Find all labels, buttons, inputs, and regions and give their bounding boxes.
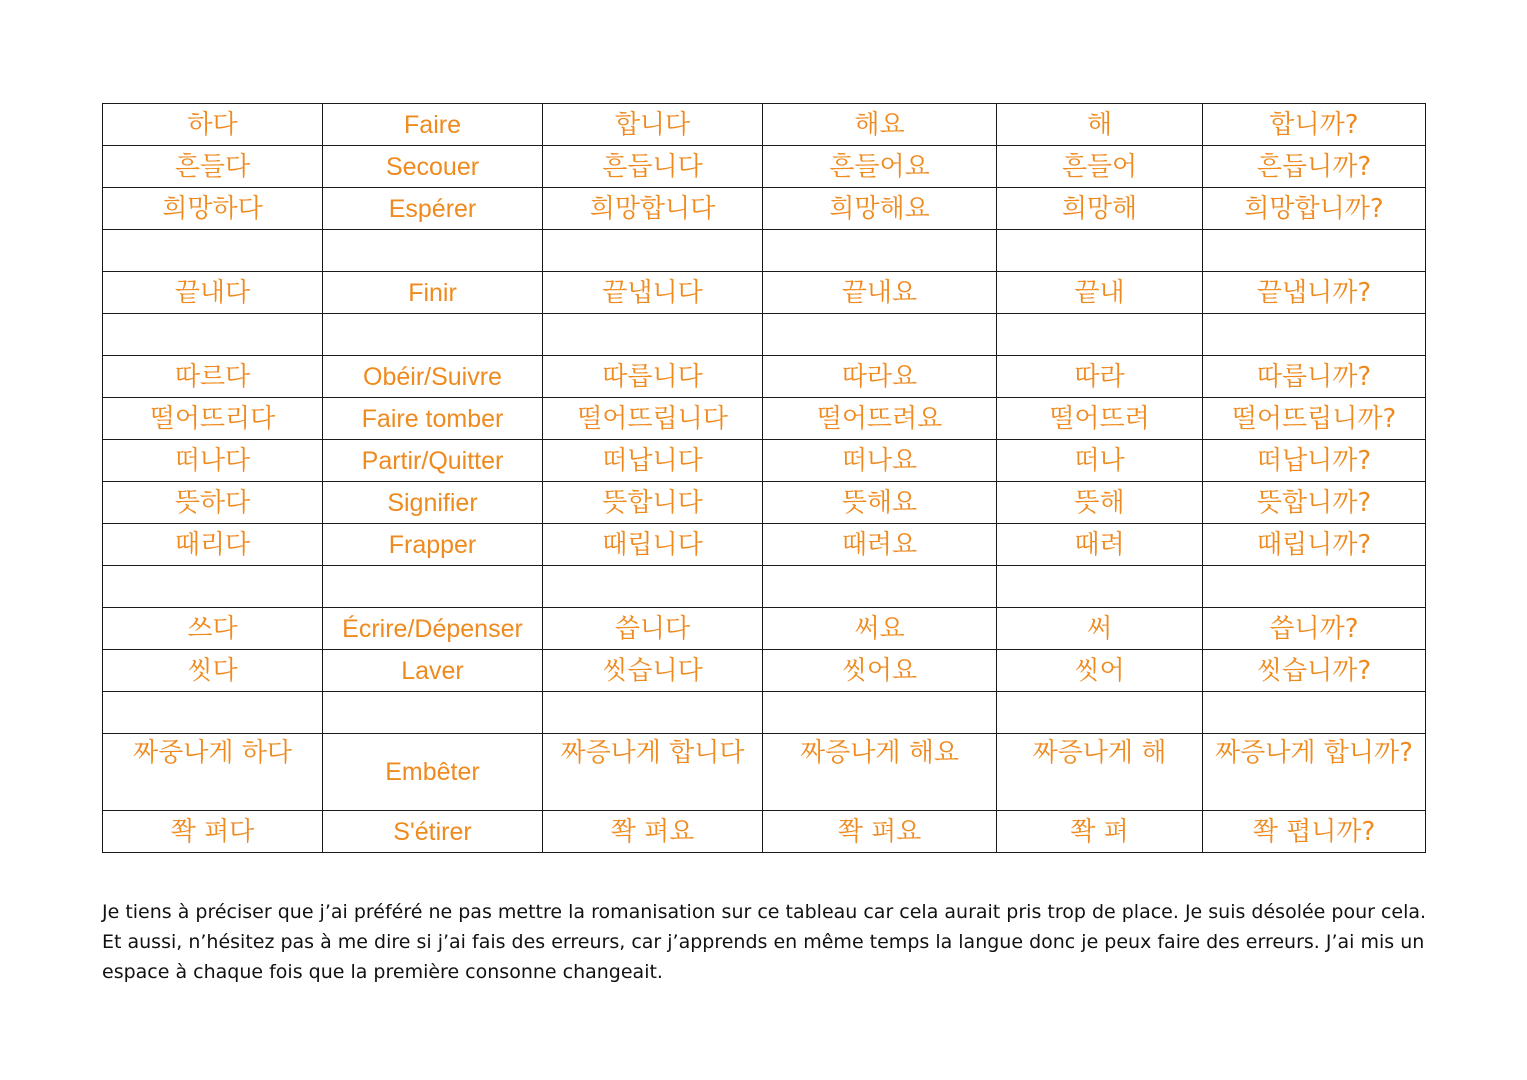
cell-formal-question: 떠납니까? xyxy=(1203,440,1426,482)
cell-french-meaning: Faire xyxy=(323,104,543,146)
cell-informal-casual xyxy=(997,692,1203,734)
cell-informal-polite: 해요 xyxy=(763,104,997,146)
cell-french-meaning xyxy=(323,230,543,272)
cell-infinitive: 때리다 xyxy=(103,524,323,566)
cell-formal-polite xyxy=(543,314,763,356)
cell-informal-casual: 해 xyxy=(997,104,1203,146)
cell-infinitive: 희망하다 xyxy=(103,188,323,230)
cell-informal-casual xyxy=(997,314,1203,356)
cell-formal-question xyxy=(1203,314,1426,356)
cell-formal-polite: 짜증나게 합니다 xyxy=(543,734,763,811)
cell-formal-polite: 희망합니다 xyxy=(543,188,763,230)
cell-informal-polite: 씻어요 xyxy=(763,650,997,692)
cell-formal-polite: 쫙 펴요 xyxy=(543,811,763,853)
cell-informal-casual: 희망해 xyxy=(997,188,1203,230)
cell-formal-question: 짜증나게 합니까? xyxy=(1203,734,1426,811)
table-row xyxy=(103,398,1426,440)
cell-informal-casual: 흔들어 xyxy=(997,146,1203,188)
table-row xyxy=(103,272,1426,314)
cell-french-meaning: Faire tomber xyxy=(323,398,543,440)
cell-formal-polite: 떨어뜨립니다 xyxy=(543,398,763,440)
verb-conjugation-table xyxy=(102,103,1426,853)
table-body xyxy=(103,104,1426,853)
cell-informal-casual: 끝내 xyxy=(997,272,1203,314)
cell-informal-casual xyxy=(997,230,1203,272)
cell-formal-question: 때립니까? xyxy=(1203,524,1426,566)
table-row xyxy=(103,146,1426,188)
table-row xyxy=(103,104,1426,146)
table-row xyxy=(103,314,1426,356)
table-row xyxy=(103,608,1426,650)
cell-infinitive: 쓰다 xyxy=(103,608,323,650)
cell-informal-polite: 흔들어요 xyxy=(763,146,997,188)
cell-informal-polite xyxy=(763,692,997,734)
cell-informal-casual xyxy=(997,566,1203,608)
table-row xyxy=(103,811,1426,853)
cell-formal-question xyxy=(1203,566,1426,608)
cell-informal-casual: 짜증나게 해 xyxy=(997,734,1203,811)
cell-informal-polite xyxy=(763,314,997,356)
cell-french-meaning: Espérer xyxy=(323,188,543,230)
cell-formal-question: 떨어뜨립니까? xyxy=(1203,398,1426,440)
cell-informal-casual: 써 xyxy=(997,608,1203,650)
cell-formal-polite: 합니다 xyxy=(543,104,763,146)
cell-informal-polite: 따라요 xyxy=(763,356,997,398)
cell-infinitive xyxy=(103,230,323,272)
table-row xyxy=(103,566,1426,608)
cell-informal-polite: 짜증나게 해요 xyxy=(763,734,997,811)
cell-informal-casual: 따라 xyxy=(997,356,1203,398)
cell-formal-polite: 따릅니다 xyxy=(543,356,763,398)
cell-formal-question: 쫙 폅니까? xyxy=(1203,811,1426,853)
cell-formal-polite: 떠납니다 xyxy=(543,440,763,482)
cell-informal-polite: 뜻해요 xyxy=(763,482,997,524)
cell-french-meaning: Embêter xyxy=(323,734,543,811)
table-row xyxy=(103,524,1426,566)
cell-formal-question: 흔듭니까? xyxy=(1203,146,1426,188)
cell-formal-question: 씁니까? xyxy=(1203,608,1426,650)
cell-infinitive: 뜻하다 xyxy=(103,482,323,524)
cell-formal-question: 합니까? xyxy=(1203,104,1426,146)
table-row xyxy=(103,734,1426,811)
cell-infinitive: 흔들다 xyxy=(103,146,323,188)
cell-informal-polite: 떠나요 xyxy=(763,440,997,482)
cell-formal-polite: 씻습니다 xyxy=(543,650,763,692)
cell-french-meaning: Obéir/Suivre xyxy=(323,356,543,398)
cell-french-meaning: Frapper xyxy=(323,524,543,566)
cell-french-meaning: Finir xyxy=(323,272,543,314)
table-row xyxy=(103,692,1426,734)
cell-formal-polite: 때립니다 xyxy=(543,524,763,566)
cell-formal-polite xyxy=(543,692,763,734)
cell-french-meaning: S'étirer xyxy=(323,811,543,853)
cell-informal-casual: 뜻해 xyxy=(997,482,1203,524)
cell-french-meaning xyxy=(323,314,543,356)
cell-infinitive: 떠나다 xyxy=(103,440,323,482)
cell-infinitive: 끝내다 xyxy=(103,272,323,314)
cell-informal-polite: 때려요 xyxy=(763,524,997,566)
cell-infinitive: 따르다 xyxy=(103,356,323,398)
cell-formal-polite: 흔듭니다 xyxy=(543,146,763,188)
cell-infinitive xyxy=(103,314,323,356)
cell-informal-casual: 떨어뜨려 xyxy=(997,398,1203,440)
cell-formal-question: 따릅니까? xyxy=(1203,356,1426,398)
footnote-text: Je tiens à préciser que j’ai préféré ne pas mettre la romanisation sur ce tableau car cela aurait pris trop de place. Je suis désolée pour cela. Et aussi, n’hésitez pas à me dire si j’ai fais des erreurs, car j’apprends en même temps la langue donc je peux faire des erreurs. J’ai mis un espace à chaque fois que la première consonne changeait. xyxy=(102,901,1427,983)
table-row xyxy=(103,440,1426,482)
cell-informal-polite xyxy=(763,230,997,272)
cell-informal-casual: 쫙 펴 xyxy=(997,811,1203,853)
table-row xyxy=(103,230,1426,272)
table-row xyxy=(103,650,1426,692)
cell-french-meaning: Signifier xyxy=(323,482,543,524)
cell-informal-polite xyxy=(763,566,997,608)
cell-formal-question: 뜻합니까? xyxy=(1203,482,1426,524)
cell-french-meaning: Écrire/Dépenser xyxy=(323,608,543,650)
cell-informal-polite: 희망해요 xyxy=(763,188,997,230)
cell-infinitive xyxy=(103,692,323,734)
cell-formal-question xyxy=(1203,692,1426,734)
cell-infinitive xyxy=(103,566,323,608)
cell-informal-casual: 때려 xyxy=(997,524,1203,566)
table-row xyxy=(103,482,1426,524)
cell-informal-casual: 떠나 xyxy=(997,440,1203,482)
table-row xyxy=(103,356,1426,398)
cell-infinitive: 쫙 펴다 xyxy=(103,811,323,853)
cell-infinitive: 하다 xyxy=(103,104,323,146)
cell-french-meaning: Secouer xyxy=(323,146,543,188)
cell-formal-polite xyxy=(543,230,763,272)
cell-infinitive: 씻다 xyxy=(103,650,323,692)
cell-informal-polite: 쫙 펴요 xyxy=(763,811,997,853)
cell-formal-question: 씻습니까? xyxy=(1203,650,1426,692)
cell-formal-polite: 뜻합니다 xyxy=(543,482,763,524)
cell-french-meaning: Partir/Quitter xyxy=(323,440,543,482)
cell-formal-polite: 끝냅니다 xyxy=(543,272,763,314)
cell-formal-polite: 씁니다 xyxy=(543,608,763,650)
cell-french-meaning xyxy=(323,566,543,608)
verb-table-container xyxy=(102,103,1425,853)
cell-informal-casual: 씻어 xyxy=(997,650,1203,692)
table-row xyxy=(103,188,1426,230)
cell-formal-polite xyxy=(543,566,763,608)
cell-formal-question: 끝냅니까? xyxy=(1203,272,1426,314)
cell-french-meaning: Laver xyxy=(323,650,543,692)
cell-french-meaning xyxy=(323,692,543,734)
cell-informal-polite: 끝내요 xyxy=(763,272,997,314)
cell-infinitive: 짜중나게 하다 xyxy=(103,734,323,811)
cell-informal-polite: 떨어뜨려요 xyxy=(763,398,997,440)
cell-formal-question xyxy=(1203,230,1426,272)
cell-formal-question: 희망합니까? xyxy=(1203,188,1426,230)
cell-informal-polite: 써요 xyxy=(763,608,997,650)
cell-infinitive: 떨어뜨리다 xyxy=(103,398,323,440)
